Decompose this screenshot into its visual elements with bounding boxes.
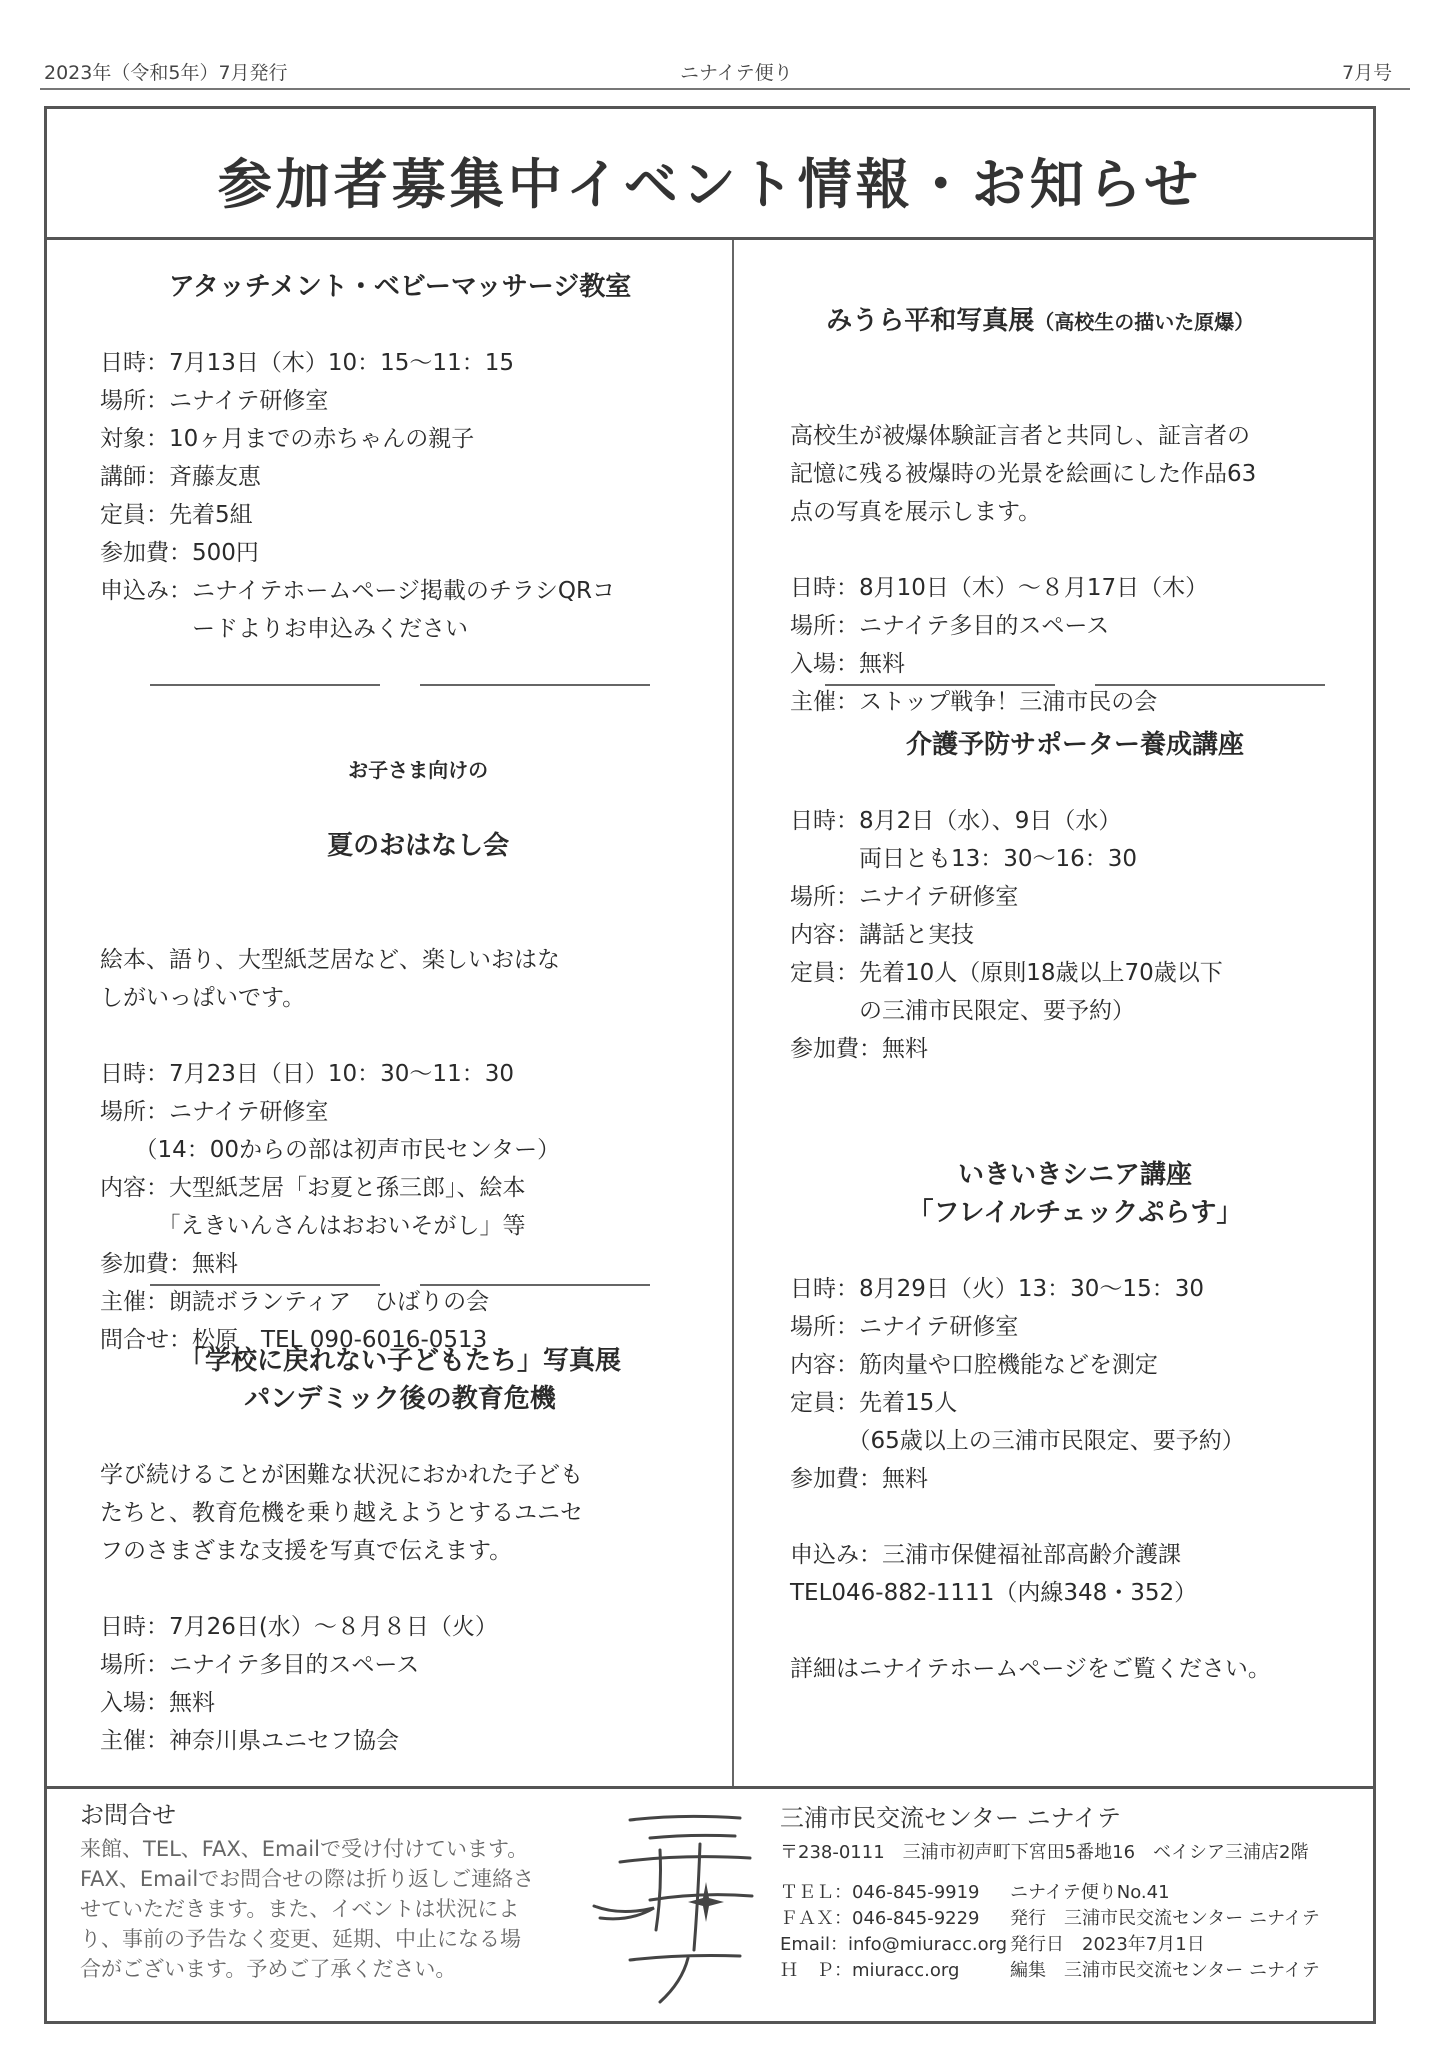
ninaite-logo <box>590 1810 760 2010</box>
event-intro: 記憶に残る被爆時の光景を絵画にした作品63 <box>790 461 1257 487</box>
event-detail: 場所：ニナイテ多目的スペース <box>100 1652 420 1678</box>
event-detail: 参加費：無料 <box>790 1036 928 1062</box>
editor: 編集 三浦市民交流センター ニナイテ <box>1010 1960 1320 1981</box>
event-detail: 日時：7月26日(水）〜８月８日（火） <box>100 1614 498 1640</box>
event-title: 「学校に戻れない子どもたち」写真展 <box>178 1346 621 1376</box>
event-detail: 講師：斉藤友恵 <box>100 464 261 490</box>
event-detail: 申込み：ニナイテホームページ掲載のチラシQRコ <box>100 578 616 604</box>
event-detail: 場所：ニナイテ研修室 <box>100 1099 329 1125</box>
event-detail: 定員：先着5組 <box>100 502 253 528</box>
event-detail: 入場：無料 <box>790 651 905 677</box>
title-box <box>44 106 1376 240</box>
section-separator <box>100 684 700 686</box>
inquiry-text: FAX、Emailでお問合せの際は折り返しご連絡さ <box>80 1867 535 1891</box>
org-name: 三浦市民交流センター ニナイテ <box>780 1804 1121 1832</box>
event-title: アタッチメント・ベビーマッサージ教室 <box>168 272 632 302</box>
event-detail: 参加費：無料 <box>100 1251 238 1277</box>
event-detail: 日時：7月13日（木）10：15〜11：15 <box>100 350 514 376</box>
event-intro: しがいっぱいです。 <box>100 985 306 1011</box>
event-detail: 問合せ：松原 TEL 090-6016-0513 <box>100 1327 488 1353</box>
event-detail: 場所：ニナイテ研修室 <box>790 1314 1019 1340</box>
event-detail: の三浦市民限定、要予約） <box>790 998 1135 1024</box>
event-title: 夏のおはなし会 <box>327 831 510 861</box>
event-detail: 場所：ニナイテ研修室 <box>100 388 329 414</box>
column-divider <box>732 240 734 1786</box>
event-detail: 場所：ニナイテ多目的スペース <box>790 613 1110 639</box>
event-intro: 点の写真を展示します。 <box>790 499 1042 525</box>
event-detail: 日時：8月10日（木）〜８月17日（木） <box>790 575 1209 601</box>
inquiry-title: お問合せ <box>80 1801 176 1829</box>
event-title: 介護予防サポーター養成講座 <box>905 730 1244 760</box>
event-note: 詳細はニナイテホームページをご覧ください。 <box>790 1656 1271 1682</box>
event-intro: 学び続けることが困難な状況におかれた子ども <box>100 1462 583 1488</box>
event-detail: 「えきいんさんはおおいそがし」等 <box>100 1213 526 1239</box>
event-care-supporter-course <box>790 726 1360 1068</box>
event-detail: 日時：7月23日（日）10：30〜11：30 <box>100 1061 514 1087</box>
event-detail: 入場：無料 <box>100 1690 215 1716</box>
event-summer-storytelling <box>100 712 700 1359</box>
event-detail: 内容：大型紙芝居「お夏と孫三郎」、絵本 <box>100 1175 526 1201</box>
inquiry-text: り、事前の予告なく変更、延期、中止になる場 <box>80 1927 521 1951</box>
event-detail: 主催：ストップ戦争！三浦市民の会 <box>790 689 1158 715</box>
org-address: 〒238-0111 三浦市初声町下宮田5番地16 ベイシア三浦店2階 <box>780 1842 1309 1863</box>
footer-contact <box>780 1800 1400 1984</box>
footer-rule <box>44 1786 1376 1789</box>
footer-inquiry <box>80 1800 580 1984</box>
event-intro: 高校生が被爆体験証言者と共同し、証言者の <box>790 423 1250 449</box>
event-peace-photo-exhibition <box>790 264 1360 721</box>
event-detail: 両日とも13：30〜16：30 <box>790 846 1138 872</box>
event-subtitle: パンデミック後の教育危機 <box>244 1384 556 1414</box>
event-intro: フのさまざまな支援を写真で伝えます。 <box>100 1538 513 1564</box>
contact-tel: ＴＥＬ：046-845-9919 <box>780 1882 980 1903</box>
header-issue-month: 7月号 <box>1342 62 1393 84</box>
inquiry-text: 合がございます。予めご了承ください。 <box>80 1957 457 1981</box>
event-intro: 絵本、語り、大型紙芝居など、楽しいおはな <box>100 947 560 973</box>
event-subtitle: （高校生の描いた原爆） <box>1034 310 1255 334</box>
event-title: いきいきシニア講座 <box>957 1160 1192 1190</box>
event-apply: TEL046-882-1111（内線348・352） <box>790 1580 1198 1606</box>
page-title: 参加者募集中イベント情報・お知らせ <box>217 153 1203 216</box>
event-detail: 対象：10ヶ月までの赤ちゃんの親子 <box>100 426 475 452</box>
publish-date: 発行日 2023年7月1日 <box>1010 1934 1205 1955</box>
issue-number: ニナイテ便りNo.41 <box>1010 1882 1170 1903</box>
event-detail: 内容：講話と実技 <box>790 922 974 948</box>
event-detail: 内容：筋肉量や口腔機能などを測定 <box>790 1352 1158 1378</box>
event-title: みうら平和写真展 <box>826 306 1035 336</box>
event-detail: 主催：神奈川県ユニセフ協会 <box>100 1728 399 1754</box>
event-detail: 定員：先着15人 <box>790 1390 958 1416</box>
event-detail: ードよりお申込みください <box>100 616 468 642</box>
event-intro: たちと、教育危機を乗り越えようとするユニセ <box>100 1500 583 1526</box>
event-subtitle: 「フレイルチェックぷらす」 <box>907 1198 1243 1228</box>
header-newsletter-name: ニナイテ便り <box>680 62 793 84</box>
publisher: 発行 三浦市民交流センター ニナイテ <box>1010 1908 1320 1929</box>
event-baby-massage <box>100 268 700 648</box>
event-detail: 日時：8月29日（火）13：30〜15：30 <box>790 1276 1204 1302</box>
contact-homepage: Ｈ Ｐ：miuracc.org <box>780 1960 960 1981</box>
contact-fax: ＦＡＸ：046-845-9229 <box>780 1908 980 1929</box>
inquiry-text: せていただきます。また、イベントは状況によ <box>80 1897 520 1921</box>
event-unicef-photo-exhibition <box>100 1342 700 1760</box>
contact-email: Email：info@miuracc.org <box>780 1934 1008 1955</box>
header-rule <box>40 88 1410 90</box>
event-detail: 参加費：500円 <box>100 540 259 566</box>
section-separator <box>790 684 1360 686</box>
header-issue-date: 2023年（令和5年）7月発行 <box>44 62 288 84</box>
event-detail: 主催：朗読ボランティア ひばりの会 <box>100 1289 490 1315</box>
event-apply: 申込み：三浦市保健福祉部高齢介護課 <box>790 1542 1181 1568</box>
event-detail: （65歳以上の三浦市民限定、要予約） <box>790 1428 1245 1454</box>
section-separator <box>100 1284 700 1286</box>
event-senior-course <box>790 1156 1360 1688</box>
event-detail: （14：00からの部は初声市民センター） <box>100 1137 561 1163</box>
event-detail: 参加費：無料 <box>790 1466 928 1492</box>
event-detail: 場所：ニナイテ研修室 <box>790 884 1019 910</box>
inquiry-text: 来館、TEL、FAX、Emailで受け付けています。 <box>80 1837 529 1861</box>
event-title-prefix: お子さま向けの <box>348 758 489 782</box>
event-detail: 定員：先着10人（原則18歳以上70歳以下 <box>790 960 1223 986</box>
event-detail: 日時：8月2日（水）、9日（水） <box>790 808 1122 834</box>
